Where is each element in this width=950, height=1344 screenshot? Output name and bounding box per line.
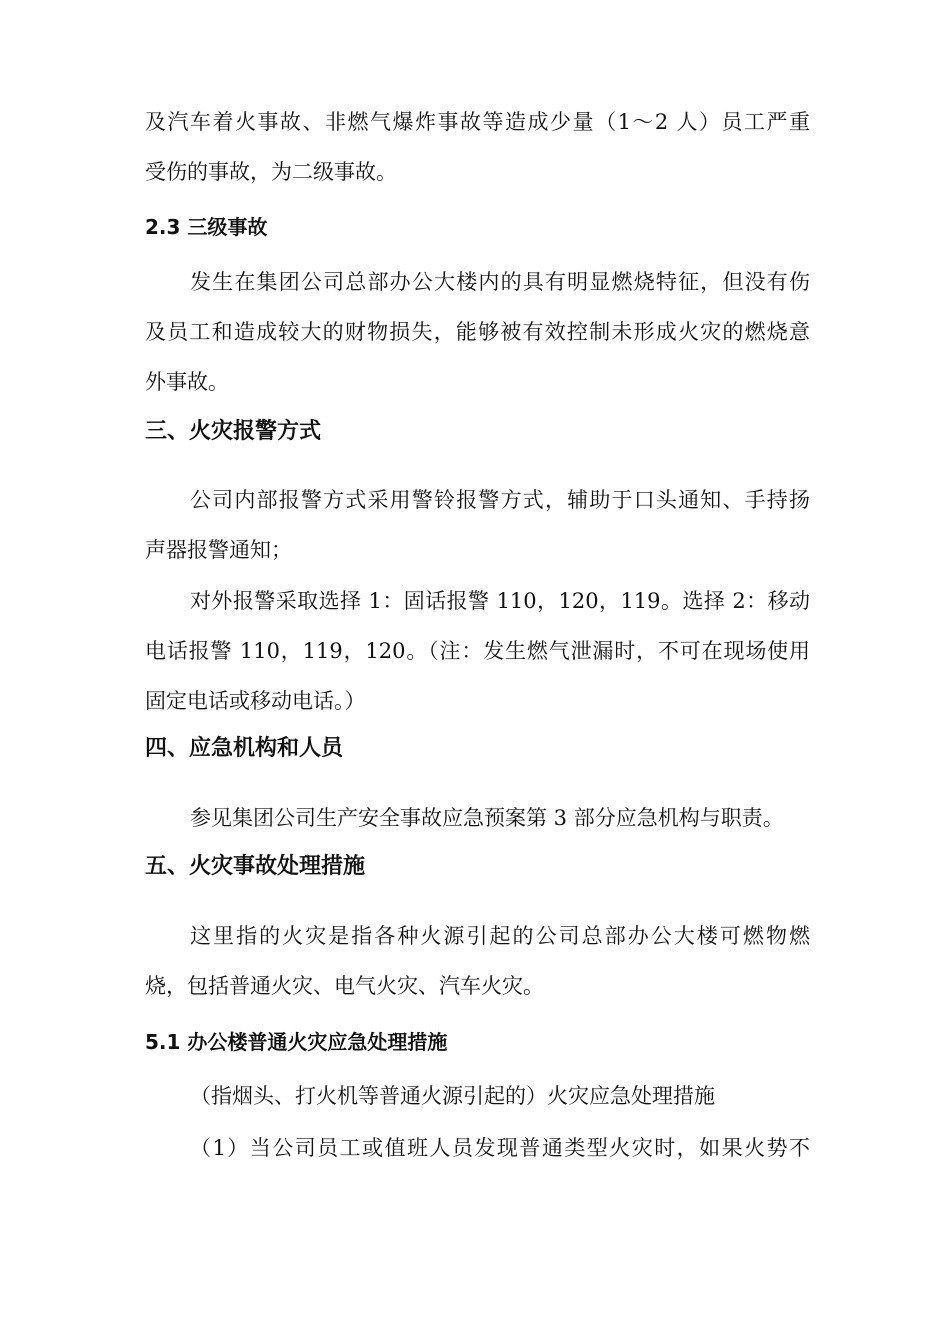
paragraph-line: 参见集团公司生产安全事故应急预案第 3 部分应急机构与职责。 [190,806,784,830]
paragraph-line: 发生在集团公司总部办公大楼内的具有明显燃烧特征，但没有伤 [190,270,810,294]
paragraph-line: （指烟头、打火机等普通火源引起的）火灾应急处理措施 [190,1084,715,1108]
section-heading: 四、应急机构和人员 [145,736,344,761]
paragraph-line: 受伤的事故，为二级事故。 [145,160,397,184]
subsection-heading: 5.1 办公楼普通火灾应急处理措施 [145,1030,448,1054]
section-heading: 五、火灾事故处理措施 [145,854,366,879]
paragraph-line: 声器报警通知； [145,538,292,562]
paragraph-line: 固定电话或移动电话。） [145,689,366,713]
subsection-heading: 2.3 三级事故 [145,215,268,239]
paragraph-line: 及员工和造成较大的财物损失，能够被有效控制未形成火灾的燃烧意 [145,320,810,344]
paragraph-line: 及汽车着火事故、非燃气爆炸事故等造成少量（1～2 人）员工严重 [145,110,810,134]
paragraph-line: 对外报警采取选择 1：固话报警 110，120，119。选择 2：移动 [190,589,810,613]
paragraph-line: 电话报警 110，119，120。（注：发生燃气泄漏时，不可在现场使用 [145,639,810,663]
paragraph-line: （1）当公司员工或值班人员发现普通类型火灾时，如果火势不 [190,1136,810,1160]
paragraph-line: 烧，包括普通火灾、电气火灾、汽车火灾。 [145,974,544,998]
section-heading: 三、火灾报警方式 [145,419,322,444]
paragraph-line: 公司内部报警方式采用警铃报警方式，辅助于口头通知、手持扬 [190,488,810,512]
paragraph-line: 这里指的火灾是指各种火源引起的公司总部办公大楼可燃物燃 [190,924,810,948]
paragraph-line: 外事故。 [145,370,229,394]
